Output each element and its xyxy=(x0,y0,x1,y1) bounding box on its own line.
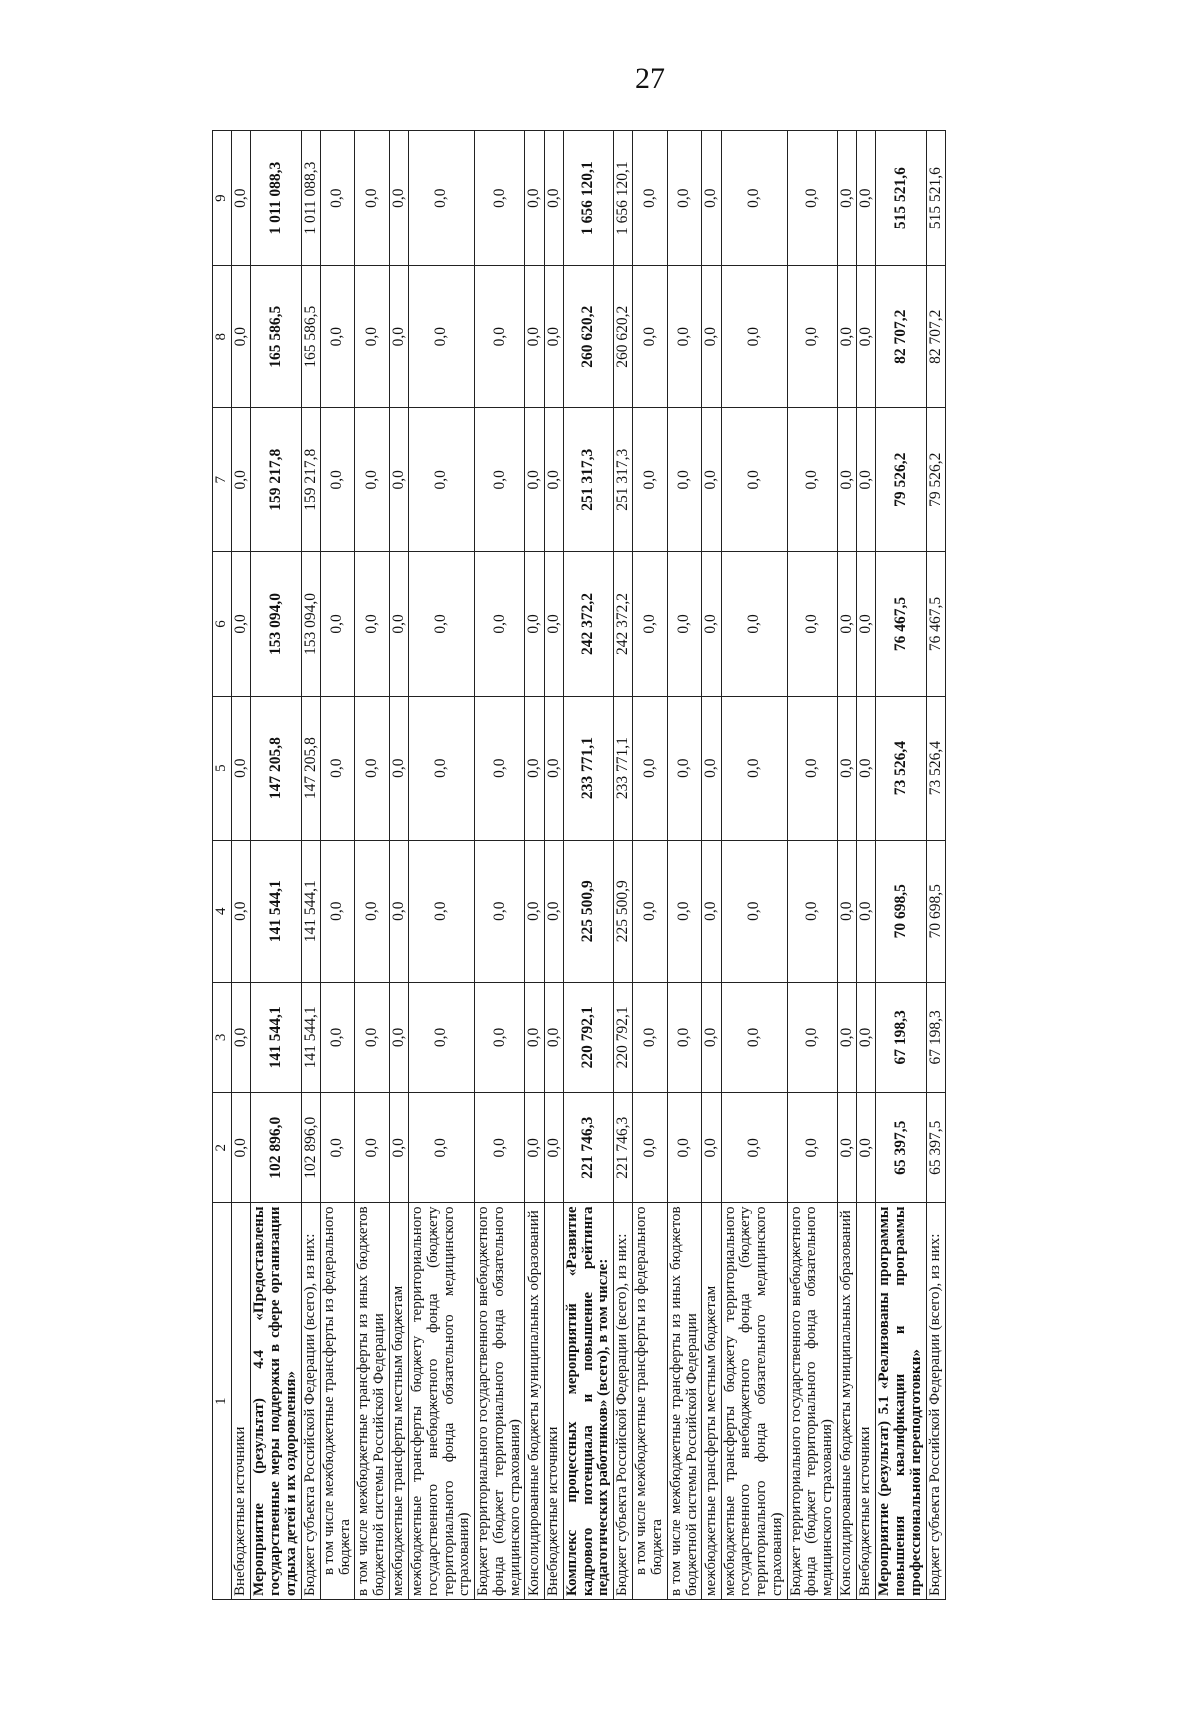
header-cell: 7 xyxy=(213,408,232,552)
row-value-col-5: 0,0 xyxy=(721,696,787,840)
row-value-col-3: 141 544,1 xyxy=(301,982,320,1092)
row-value-col-8: 0,0 xyxy=(320,266,355,408)
row-value-col-8: 260 620,2 xyxy=(614,266,633,408)
row-value-col-2: 65 397,5 xyxy=(926,1093,945,1203)
row-value-col-7: 0,0 xyxy=(837,408,856,552)
row-value-col-7: 159 217,8 xyxy=(251,408,301,552)
table-row xyxy=(787,131,837,1600)
row-value-col-2: 0,0 xyxy=(721,1093,787,1203)
row-value-col-2: 0,0 xyxy=(837,1093,856,1203)
header-cell: 6 xyxy=(213,552,232,696)
row-value-col-3: 220 792,1 xyxy=(563,982,613,1092)
row-value-col-9: 0,0 xyxy=(232,131,251,266)
table-row xyxy=(544,131,563,1600)
row-value-col-3: 0,0 xyxy=(667,982,702,1092)
row-label: в том числе межбюджетные трансферты из иных бюджетов бюджетной системы Российской Федерации xyxy=(667,1203,702,1600)
row-value-col-9: 0,0 xyxy=(702,131,721,266)
table-row xyxy=(301,131,320,1600)
table-row xyxy=(409,131,475,1600)
row-value-col-7: 0,0 xyxy=(389,408,408,552)
table-header-row xyxy=(213,131,232,1600)
row-value-col-4: 0,0 xyxy=(837,840,856,982)
row-value-col-5: 233 771,1 xyxy=(614,696,633,840)
row-value-col-3: 0,0 xyxy=(857,982,876,1092)
row-value-col-8: 0,0 xyxy=(633,266,668,408)
row-value-col-4: 0,0 xyxy=(857,840,876,982)
table-row xyxy=(232,131,251,1600)
row-value-col-6: 0,0 xyxy=(475,552,525,696)
row-value-col-6: 0,0 xyxy=(837,552,856,696)
row-value-col-4: 225 500,9 xyxy=(614,840,633,982)
header-cell: 2 xyxy=(213,1093,232,1203)
table-row xyxy=(876,131,926,1600)
row-value-col-8: 0,0 xyxy=(475,266,525,408)
row-label: в том числе межбюджетные трансферты из федерального бюджета xyxy=(633,1203,668,1600)
row-value-col-2: 0,0 xyxy=(355,1093,390,1203)
row-value-col-2: 0,0 xyxy=(544,1093,563,1203)
row-value-col-5: 73 526,4 xyxy=(926,696,945,840)
row-value-col-5: 0,0 xyxy=(667,696,702,840)
row-value-col-4: 0,0 xyxy=(475,840,525,982)
row-label: Мероприятие (результат) 5.1 «Реализованы программы повышения квалификации и программы профессиональной переподготовки» xyxy=(876,1203,926,1600)
row-value-col-8: 82 707,2 xyxy=(876,266,926,408)
row-value-col-5: 0,0 xyxy=(355,696,390,840)
row-value-col-8: 0,0 xyxy=(837,266,856,408)
row-value-col-6: 0,0 xyxy=(525,552,544,696)
row-value-col-3: 67 198,3 xyxy=(926,982,945,1092)
row-label: в том числе межбюджетные трансферты из иных бюджетов бюджетной системы Российской Федерации xyxy=(355,1203,390,1600)
row-value-col-9: 0,0 xyxy=(389,131,408,266)
row-value-col-9: 0,0 xyxy=(409,131,475,266)
row-value-col-4: 0,0 xyxy=(721,840,787,982)
row-value-col-9: 0,0 xyxy=(633,131,668,266)
row-label: Внебюджетные источники xyxy=(544,1203,563,1600)
row-value-col-4: 141 544,1 xyxy=(301,840,320,982)
row-value-col-9: 0,0 xyxy=(544,131,563,266)
row-value-col-9: 1 656 120,1 xyxy=(614,131,633,266)
row-value-col-4: 0,0 xyxy=(787,840,837,982)
row-value-col-9: 515 521,6 xyxy=(926,131,945,266)
row-value-col-6: 0,0 xyxy=(667,552,702,696)
row-value-col-6: 0,0 xyxy=(544,552,563,696)
row-value-col-2: 0,0 xyxy=(409,1093,475,1203)
table-body xyxy=(213,131,946,1600)
row-value-col-4: 0,0 xyxy=(667,840,702,982)
row-value-col-4: 0,0 xyxy=(320,840,355,982)
row-value-col-2: 221 746,3 xyxy=(614,1093,633,1203)
row-value-col-3: 0,0 xyxy=(355,982,390,1092)
row-value-col-5: 0,0 xyxy=(787,696,837,840)
page-number-container xyxy=(0,62,1200,96)
row-value-col-9: 1 011 088,3 xyxy=(251,131,301,266)
table-row xyxy=(525,131,544,1600)
row-value-col-7: 0,0 xyxy=(232,408,251,552)
row-value-col-2: 0,0 xyxy=(389,1093,408,1203)
row-value-col-6: 153 094,0 xyxy=(301,552,320,696)
row-value-col-7: 0,0 xyxy=(544,408,563,552)
row-value-col-8: 165 586,5 xyxy=(301,266,320,408)
row-value-col-4: 141 544,1 xyxy=(251,840,301,982)
row-value-col-5: 0,0 xyxy=(320,696,355,840)
table-row xyxy=(475,131,525,1600)
row-value-col-4: 0,0 xyxy=(232,840,251,982)
rotated-table-wrapper xyxy=(212,130,1200,1600)
table-row xyxy=(251,131,301,1600)
row-value-col-5: 0,0 xyxy=(409,696,475,840)
row-label: Мероприятие (результат) 4.4 «Предоставлены государственные меры поддержки в сфере организации отдыха детей и их оздоровления» xyxy=(251,1203,301,1600)
row-value-col-5: 147 205,8 xyxy=(301,696,320,840)
row-label: Внебюджетные источники xyxy=(857,1203,876,1600)
row-value-col-9: 0,0 xyxy=(525,131,544,266)
row-value-col-3: 0,0 xyxy=(837,982,856,1092)
row-value-col-7: 0,0 xyxy=(702,408,721,552)
row-label: Бюджет территориального государственного внебюджетного фонда (бюджет территориального фонда обязательного медицинского страхования) xyxy=(475,1203,525,1600)
row-label: Бюджет территориального государственного внебюджетного фонда (бюджет территориального фонда обязательного медицинского страхования) xyxy=(787,1203,837,1600)
row-label: Консолидированные бюджеты муниципальных образований xyxy=(525,1203,544,1600)
row-value-col-9: 0,0 xyxy=(320,131,355,266)
row-value-col-7: 79 526,2 xyxy=(926,408,945,552)
row-value-col-5: 0,0 xyxy=(837,696,856,840)
row-value-col-6: 0,0 xyxy=(721,552,787,696)
row-value-col-2: 0,0 xyxy=(525,1093,544,1203)
table-row xyxy=(320,131,355,1600)
row-value-col-6: 0,0 xyxy=(787,552,837,696)
row-label: межбюджетные трансферты бюджету территориального государственного внебюджетного фонда (бюджету территориального фонда обязательного медицинского страхования) xyxy=(409,1203,475,1600)
row-value-col-2: 65 397,5 xyxy=(876,1093,926,1203)
row-value-col-2: 102 896,0 xyxy=(251,1093,301,1203)
row-value-col-7: 0,0 xyxy=(633,408,668,552)
row-value-col-7: 0,0 xyxy=(320,408,355,552)
row-value-col-3: 141 544,1 xyxy=(251,982,301,1092)
table-row xyxy=(614,131,633,1600)
header-cell: 3 xyxy=(213,982,232,1092)
row-value-col-7: 251 317,3 xyxy=(614,408,633,552)
table-row xyxy=(837,131,856,1600)
row-value-col-2: 0,0 xyxy=(633,1093,668,1203)
row-value-col-7: 0,0 xyxy=(721,408,787,552)
header-cell: 9 xyxy=(213,131,232,266)
row-value-col-2: 102 896,0 xyxy=(301,1093,320,1203)
row-value-col-3: 0,0 xyxy=(525,982,544,1092)
row-value-col-6: 0,0 xyxy=(355,552,390,696)
table-row xyxy=(667,131,702,1600)
row-value-col-2: 0,0 xyxy=(857,1093,876,1203)
row-label: Внебюджетные источники xyxy=(232,1203,251,1600)
row-value-col-5: 0,0 xyxy=(544,696,563,840)
row-value-col-8: 0,0 xyxy=(721,266,787,408)
row-value-col-8: 0,0 xyxy=(702,266,721,408)
row-value-col-5: 0,0 xyxy=(633,696,668,840)
header-cell: 8 xyxy=(213,266,232,408)
row-value-col-3: 0,0 xyxy=(544,982,563,1092)
row-value-col-7: 79 526,2 xyxy=(876,408,926,552)
row-value-col-5: 0,0 xyxy=(475,696,525,840)
row-value-col-9: 0,0 xyxy=(721,131,787,266)
row-value-col-3: 0,0 xyxy=(633,982,668,1092)
row-label: Бюджет субъекта Российской Федерации (всего), из них: xyxy=(301,1203,320,1600)
row-value-col-9: 0,0 xyxy=(857,131,876,266)
row-value-col-6: 0,0 xyxy=(633,552,668,696)
row-value-col-8: 165 586,5 xyxy=(251,266,301,408)
row-value-col-9: 515 521,6 xyxy=(876,131,926,266)
row-value-col-3: 0,0 xyxy=(389,982,408,1092)
row-value-col-4: 0,0 xyxy=(409,840,475,982)
row-value-col-4: 0,0 xyxy=(525,840,544,982)
row-value-col-6: 76 467,5 xyxy=(926,552,945,696)
row-value-col-7: 159 217,8 xyxy=(301,408,320,552)
row-value-col-2: 0,0 xyxy=(232,1093,251,1203)
row-value-col-5: 0,0 xyxy=(232,696,251,840)
table-row xyxy=(721,131,787,1600)
row-value-col-3: 0,0 xyxy=(232,982,251,1092)
row-value-col-6: 0,0 xyxy=(409,552,475,696)
row-value-col-3: 0,0 xyxy=(475,982,525,1092)
row-label: межбюджетные трансферты бюджету территориального государственного внебюджетного фонда (бюджету территориального фонда обязательного медицинского страхования) xyxy=(721,1203,787,1600)
row-value-col-9: 0,0 xyxy=(787,131,837,266)
row-value-col-6: 0,0 xyxy=(320,552,355,696)
table-row xyxy=(857,131,876,1600)
row-label: межбюджетные трансферты местным бюджетам xyxy=(389,1203,408,1600)
table-row xyxy=(389,131,408,1600)
row-value-col-2: 0,0 xyxy=(320,1093,355,1203)
row-value-col-7: 0,0 xyxy=(475,408,525,552)
row-label: Бюджет субъекта Российской Федерации (всего), из них: xyxy=(614,1203,633,1600)
row-value-col-9: 0,0 xyxy=(837,131,856,266)
row-value-col-9: 0,0 xyxy=(667,131,702,266)
row-value-col-2: 0,0 xyxy=(667,1093,702,1203)
row-value-col-5: 0,0 xyxy=(702,696,721,840)
row-value-col-6: 76 467,5 xyxy=(876,552,926,696)
row-value-col-4: 0,0 xyxy=(355,840,390,982)
row-value-col-3: 0,0 xyxy=(409,982,475,1092)
row-value-col-4: 225 500,9 xyxy=(563,840,613,982)
row-value-col-8: 82 707,2 xyxy=(926,266,945,408)
row-value-col-7: 0,0 xyxy=(667,408,702,552)
row-value-col-7: 251 317,3 xyxy=(563,408,613,552)
row-value-col-2: 0,0 xyxy=(475,1093,525,1203)
row-value-col-3: 0,0 xyxy=(721,982,787,1092)
row-value-col-8: 0,0 xyxy=(544,266,563,408)
row-value-col-2: 0,0 xyxy=(702,1093,721,1203)
row-value-col-8: 0,0 xyxy=(409,266,475,408)
row-value-col-3: 0,0 xyxy=(320,982,355,1092)
page-number: 27 xyxy=(635,62,665,95)
row-value-col-8: 0,0 xyxy=(355,266,390,408)
row-value-col-7: 0,0 xyxy=(787,408,837,552)
row-value-col-3: 67 198,3 xyxy=(876,982,926,1092)
row-value-col-4: 0,0 xyxy=(389,840,408,982)
row-value-col-8: 260 620,2 xyxy=(563,266,613,408)
row-value-col-7: 0,0 xyxy=(355,408,390,552)
row-value-col-6: 0,0 xyxy=(232,552,251,696)
row-value-col-8: 0,0 xyxy=(667,266,702,408)
table-row xyxy=(633,131,668,1600)
row-value-col-8: 0,0 xyxy=(389,266,408,408)
row-value-col-3: 0,0 xyxy=(702,982,721,1092)
row-value-col-6: 153 094,0 xyxy=(251,552,301,696)
row-value-col-4: 0,0 xyxy=(702,840,721,982)
row-value-col-4: 70 698,5 xyxy=(876,840,926,982)
header-cell: 1 xyxy=(213,1203,232,1600)
row-value-col-8: 0,0 xyxy=(232,266,251,408)
row-value-col-2: 0,0 xyxy=(787,1093,837,1203)
row-value-col-8: 0,0 xyxy=(525,266,544,408)
header-cell: 4 xyxy=(213,840,232,982)
row-value-col-5: 147 205,8 xyxy=(251,696,301,840)
row-value-col-7: 0,0 xyxy=(525,408,544,552)
row-value-col-4: 70 698,5 xyxy=(926,840,945,982)
row-label: Бюджет субъекта Российской Федерации (всего), из них: xyxy=(926,1203,945,1600)
row-value-col-9: 1 011 088,3 xyxy=(301,131,320,266)
table-row xyxy=(702,131,721,1600)
row-value-col-3: 220 792,1 xyxy=(614,982,633,1092)
row-value-col-2: 221 746,3 xyxy=(563,1093,613,1203)
table-row xyxy=(355,131,390,1600)
row-value-col-4: 0,0 xyxy=(633,840,668,982)
row-value-col-9: 0,0 xyxy=(355,131,390,266)
row-value-col-5: 0,0 xyxy=(857,696,876,840)
row-value-col-6: 242 372,2 xyxy=(563,552,613,696)
row-value-col-6: 0,0 xyxy=(857,552,876,696)
row-value-col-9: 0,0 xyxy=(475,131,525,266)
row-value-col-7: 0,0 xyxy=(409,408,475,552)
row-value-col-5: 0,0 xyxy=(389,696,408,840)
row-value-col-5: 233 771,1 xyxy=(563,696,613,840)
row-value-col-5: 0,0 xyxy=(525,696,544,840)
row-label: Комплекс процессных мероприятий «Развитие кадрового потенциала и повышение рейтинга педагогических работников» (всего), в том числе: xyxy=(563,1203,613,1600)
table-row xyxy=(563,131,613,1600)
row-value-col-6: 242 372,2 xyxy=(614,552,633,696)
row-value-col-5: 73 526,4 xyxy=(876,696,926,840)
row-value-col-9: 1 656 120,1 xyxy=(563,131,613,266)
row-value-col-7: 0,0 xyxy=(857,408,876,552)
header-cell: 5 xyxy=(213,696,232,840)
row-value-col-6: 0,0 xyxy=(389,552,408,696)
table-row xyxy=(926,131,945,1600)
row-label: в том числе межбюджетные трансферты из федерального бюджета xyxy=(320,1203,355,1600)
budget-table xyxy=(212,130,946,1600)
row-value-col-8: 0,0 xyxy=(787,266,837,408)
row-value-col-4: 0,0 xyxy=(544,840,563,982)
row-label: Консолидированные бюджеты муниципальных образований xyxy=(837,1203,856,1600)
row-value-col-6: 0,0 xyxy=(702,552,721,696)
row-label: межбюджетные трансферты местным бюджетам xyxy=(702,1203,721,1600)
row-value-col-3: 0,0 xyxy=(787,982,837,1092)
row-value-col-8: 0,0 xyxy=(857,266,876,408)
